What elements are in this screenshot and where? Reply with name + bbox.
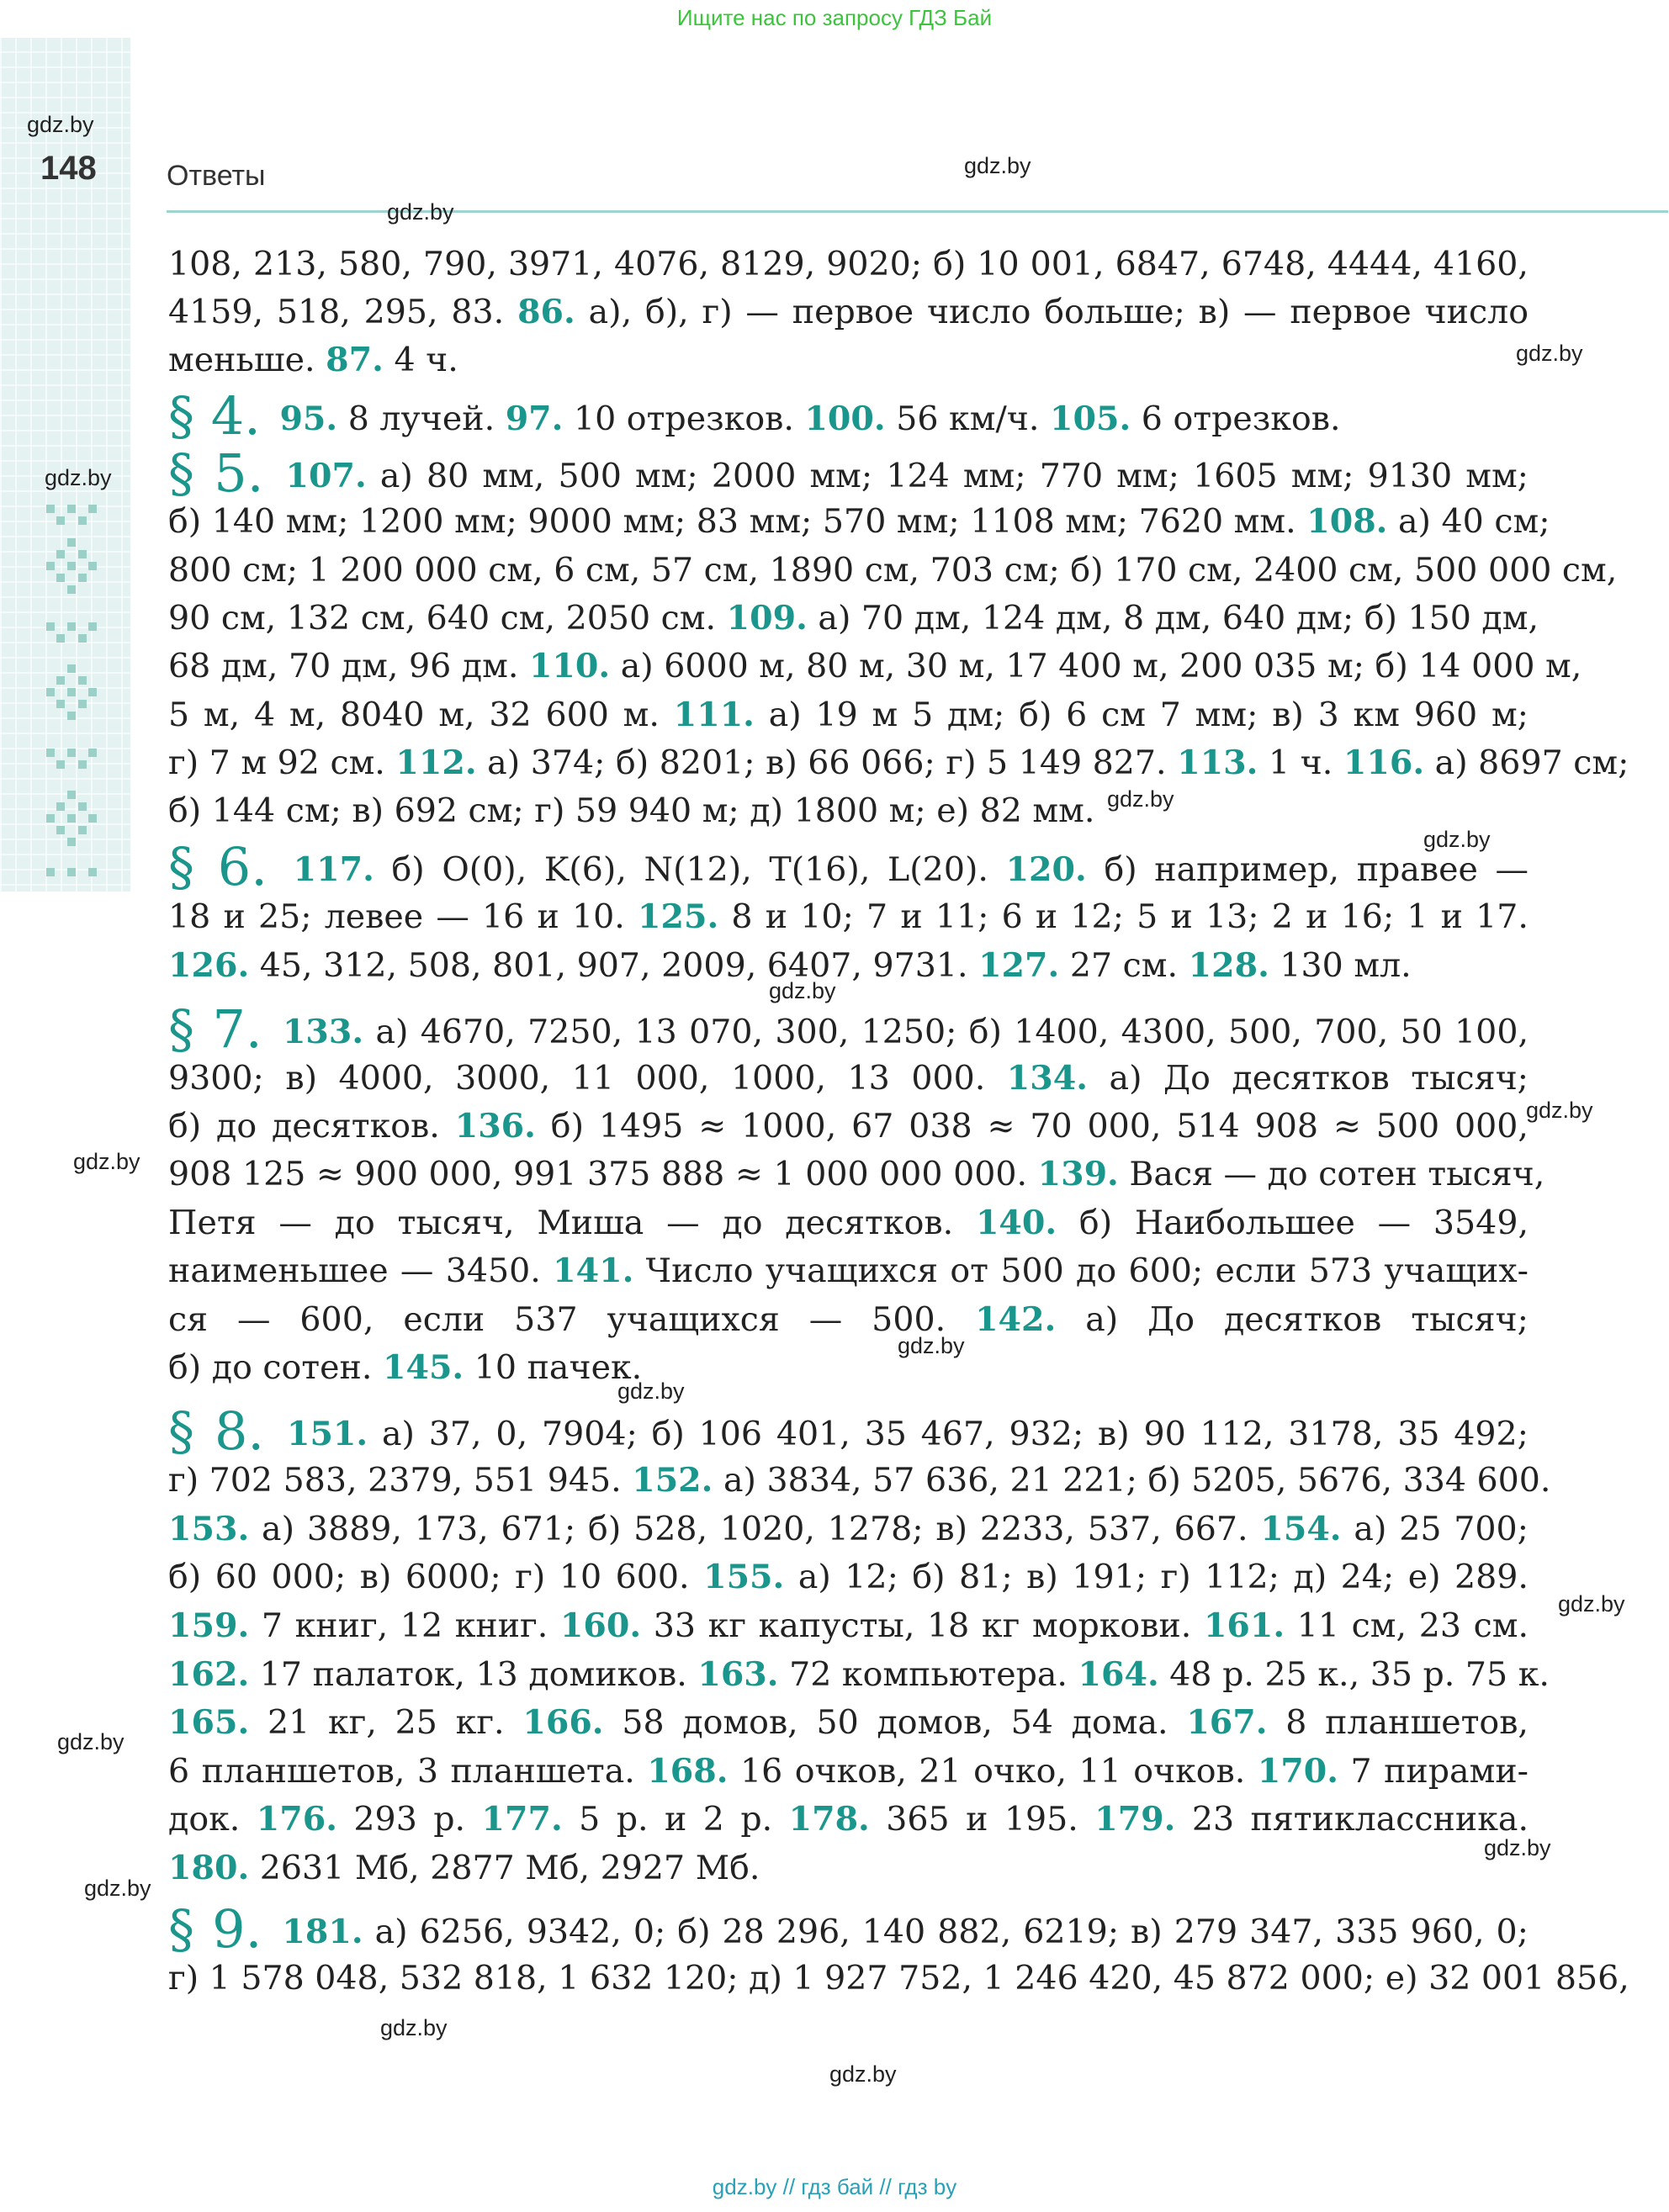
answer-text: а) 37, 0, 7904; б) 106 401, 35 467, 932; в) 90 112, 3178, 35 492;	[368, 1415, 1529, 1453]
exercise-number: 113.	[1177, 744, 1258, 782]
answer-text: 4159, 518, 295, 83.	[168, 293, 518, 331]
answer-text: 10 отрезков.	[563, 400, 805, 438]
answer-line	[168, 691, 1529, 738]
answer-line	[168, 1400, 1529, 1462]
answer-text: 1 ч.	[1258, 744, 1343, 782]
exercise-number: 95.	[279, 400, 338, 438]
answer-text: 90 см, 132 см, 640 см, 2050 см.	[168, 599, 727, 638]
exercise-number: 136.	[454, 1107, 536, 1146]
watermark: gdz.by	[769, 978, 836, 1003]
exercise-number: 161.	[1203, 1606, 1285, 1645]
answer-line	[168, 893, 1529, 940]
answer-text	[269, 400, 280, 438]
answer-line	[168, 241, 1529, 288]
answer-line	[168, 643, 1582, 690]
watermark: gdz.by	[57, 1729, 125, 1754]
answer-text: а) 6256, 9342, 0; б) 28 296, 140 882, 6219; в) 279 347, 335 960, 0;	[363, 1913, 1529, 1951]
answer-text: 21 кг, 25 кг.	[249, 1703, 523, 1742]
answer-line	[168, 547, 1618, 594]
exercise-number: 112.	[395, 744, 477, 782]
answer-text: 17 палаток, 13 домиков.	[249, 1655, 698, 1694]
exercise-number: 176.	[256, 1800, 337, 1839]
answer-line	[168, 942, 1529, 989]
answer-text: б) 144 см; в) 692 см; г) 59 940 м; д) 1800 м; е) 82 мм.	[168, 791, 1095, 830]
answer-line	[168, 1955, 1629, 2002]
ornament-pattern	[46, 505, 97, 887]
answer-text: 23 пятиклассника.	[1175, 1800, 1529, 1839]
answer-line	[168, 1055, 1529, 1102]
watermark: gdz.by	[1558, 1591, 1625, 1617]
answer-text: 10 пачек.	[464, 1348, 643, 1387]
answer-line	[168, 336, 1529, 384]
exercise-number: 165.	[168, 1703, 250, 1742]
answer-text: 72 компьютера.	[778, 1655, 1078, 1694]
answer-text: а) 80 мм, 500 мм; 2000 мм; 124 мм; 770 мм; 1605 мм; 9130 мм;	[366, 457, 1529, 495]
answer-text: а) 4670, 7250, 13 070, 300, 1250; б) 1400, 4300, 500, 700, 50 100,	[363, 1013, 1529, 1051]
exercise-number: 134.	[1006, 1059, 1089, 1098]
answer-line	[168, 1898, 1529, 1960]
answer-line	[168, 385, 1529, 447]
exercise-number: 168.	[647, 1752, 729, 1791]
answer-text: Вася — до сотен тысяч,	[1118, 1155, 1545, 1193]
answer-line	[168, 1844, 1529, 1892]
exercise-number: 120.	[1005, 850, 1087, 889]
answer-text: а), б), г) — первое число больше; в) — первое число	[575, 293, 1529, 331]
exercise-number: 167.	[1186, 1703, 1268, 1742]
answer-line	[168, 1602, 1529, 1649]
answer-line	[168, 288, 1529, 336]
answer-line	[168, 1151, 1545, 1198]
answer-line	[168, 498, 1550, 545]
answer-text: б) 140 мм; 1200 мм; 9000 мм; 83 мм; 570 мм; 1108 мм; 7620 мм.	[168, 502, 1307, 541]
exercise-number: 154.	[1260, 1510, 1342, 1548]
exercise-number: 170.	[1257, 1752, 1339, 1791]
answer-text	[273, 1415, 287, 1453]
exercise-number: 178.	[788, 1800, 870, 1839]
watermark: gdz.by	[964, 153, 1031, 178]
watermark: gdz.by	[617, 1379, 685, 1404]
answer-text: 7 пирами-	[1338, 1752, 1529, 1791]
watermark: gdz.by	[1484, 1835, 1551, 1860]
answer-text: 45, 312, 508, 801, 907, 2009, 6407, 9731.	[249, 946, 979, 985]
answer-text: а) 25 700;	[1341, 1510, 1529, 1548]
exercise-number: 108.	[1306, 502, 1388, 541]
answer-line	[168, 1457, 1551, 1504]
answer-text: а) 6000 м, 80 м, 30 м, 17 400 м, 200 035 м; б) 14 000 м,	[610, 647, 1582, 685]
exercise-number: 140.	[975, 1204, 1057, 1242]
answer-text: 2631 Мб, 2877 Мб, 2927 Мб.	[249, 1849, 760, 1887]
answer-line	[168, 595, 1539, 642]
answer-text: а) 3834, 57 636, 21 221; б) 5205, 5676, 334 600.	[713, 1461, 1551, 1500]
exercise-number: 128.	[1188, 946, 1269, 985]
exercise-number: 151.	[286, 1415, 368, 1453]
answer-text: г) 702 583, 2379, 551 945.	[168, 1461, 633, 1500]
answer-text: 293 р.	[337, 1800, 482, 1839]
answer-text: 9300; в) 4000, 3000, 11 000, 1000, 13 000.	[168, 1059, 1007, 1098]
answer-text: 4 ч.	[383, 341, 458, 379]
answer-line	[168, 1103, 1529, 1150]
answer-line	[168, 1247, 1529, 1294]
exercise-number: 163.	[697, 1655, 779, 1694]
answer-text: 18 и 25; левее — 16 и 10.	[168, 897, 638, 936]
answer-text	[276, 850, 294, 889]
answer-text: 8 лучей.	[337, 400, 506, 438]
answer-line	[168, 1296, 1529, 1343]
watermark: gdz.by	[84, 1876, 151, 1901]
section-heading: § 6.	[168, 836, 268, 897]
answer-text: 365 и 195.	[869, 1800, 1095, 1839]
watermark: gdz.by	[1107, 786, 1174, 812]
exercise-number: 179.	[1094, 1800, 1176, 1839]
answer-text: 33 кг капусты, 18 кг моркови.	[641, 1606, 1204, 1645]
exercise-number: 127.	[978, 946, 1060, 985]
exercise-number: 181.	[282, 1913, 363, 1951]
exercise-number: 152.	[632, 1461, 713, 1500]
section-heading: § 5.	[168, 442, 264, 504]
watermark: gdz.by	[1423, 827, 1491, 852]
exercise-number: 142.	[975, 1300, 1057, 1339]
answer-text: а) 19 м 5 дм; б) 6 см 7 мм; в) 3 км 960 м;	[754, 696, 1529, 734]
answer-text: 7 книг, 12 книг.	[249, 1606, 560, 1645]
watermark: gdz.by	[1516, 341, 1583, 366]
watermark: gdz.by	[829, 2061, 897, 2087]
answer-text: б) до десятков.	[168, 1107, 455, 1146]
answer-text: 8 и 10; 7 и 11; 6 и 12; 5 и 13; 2 и 16; 1 и 17.	[718, 897, 1529, 936]
answer-text: Петя — до тысяч, Миша — до десятков.	[168, 1204, 976, 1242]
exercise-number: 110.	[528, 647, 611, 685]
answer-text: а) 70 дм, 124 дм, 8 дм, 640 дм; б) 150 дм,	[807, 599, 1539, 638]
exercise-number: 166.	[522, 1703, 604, 1742]
answer-text: г) 7 м 92 см.	[168, 744, 396, 782]
answer-line	[168, 1199, 1529, 1246]
answer-text: Число учащихся от 500 до 600; если 573 учащих-	[633, 1252, 1529, 1290]
section-heading: § 8.	[168, 1400, 265, 1462]
exercise-number: 162.	[168, 1655, 250, 1694]
exercise-number: 100.	[804, 400, 886, 438]
top-banner: Ищите нас по запросу ГДЗ Бай	[676, 5, 993, 30]
exercise-number: 116.	[1343, 744, 1425, 782]
watermark: gdz.by	[387, 199, 454, 225]
answer-text: 56 км/ч.	[885, 400, 1050, 438]
exercise-number: 180.	[168, 1849, 250, 1887]
section-heading: § 4.	[168, 385, 261, 447]
section-heading: § 7.	[168, 998, 262, 1060]
answer-text: а) 40 см;	[1387, 502, 1550, 541]
watermark: gdz.by	[73, 1149, 140, 1174]
page-number: 148	[40, 150, 97, 187]
answer-line	[168, 998, 1529, 1060]
answer-text: 800 см; 1 200 000 см, 6 см, 57 см, 1890 см, 703 см; б) 170 см, 2400 см, 500 000 см,	[168, 551, 1618, 590]
exercise-number: 155.	[703, 1558, 785, 1596]
answer-text: б) до сотен.	[168, 1348, 383, 1387]
exercise-number: 111.	[673, 696, 755, 734]
exercise-number: 107.	[285, 457, 367, 495]
exercise-number: 97.	[505, 400, 564, 438]
answer-text: 6 отрезков.	[1131, 400, 1341, 438]
answer-text: ся — 600, если 537 учащихся — 500.	[168, 1300, 976, 1339]
exercise-number: 105.	[1050, 400, 1131, 438]
answer-text: 108, 213, 580, 790, 3971, 4076, 8129, 9020; б) 10 001, 6847, 6748, 4444, 4160,	[168, 245, 1529, 283]
exercise-number: 87.	[326, 341, 384, 379]
answer-text: док.	[168, 1800, 257, 1839]
answer-line	[168, 442, 1529, 504]
answer-text: а) 8697 см;	[1424, 744, 1629, 782]
answer-text: 48 р. 25 к., 35 р. 75 к.	[1158, 1655, 1550, 1694]
answer-text	[270, 1913, 282, 1951]
answer-text	[272, 457, 285, 495]
exercise-number: 109.	[726, 599, 808, 638]
exercise-number: 177.	[481, 1800, 563, 1839]
answer-text: г) 1 578 048, 532 818, 1 632 120; д) 1 927 752, 1 246 420, 45 872 000; е) 32 001 856,	[168, 1959, 1629, 1998]
answer-line	[168, 1748, 1529, 1795]
exercise-number: 86.	[517, 293, 575, 331]
answer-text: а) 374; б) 8201; в) 66 066; г) 5 149 827.	[476, 744, 1178, 782]
answer-text: 130 мл.	[1269, 946, 1412, 985]
answer-line	[168, 1651, 1550, 1698]
answer-text: 6 планшетов, 3 планшета.	[168, 1752, 648, 1791]
answer-line	[168, 1796, 1529, 1843]
answer-text: а) 12; б) 81; в) 191; г) 112; д) 24; е) 289.	[784, 1558, 1529, 1596]
answer-text	[271, 1013, 283, 1051]
watermark: gdz.by	[45, 465, 112, 490]
section-heading: § 9.	[168, 1898, 262, 1960]
exercise-number: 141.	[553, 1252, 634, 1290]
watermark: gdz.by	[1526, 1098, 1593, 1123]
answer-text: 908 125 ≈ 900 000, 991 375 888 ≈ 1 000 000 000.	[168, 1155, 1038, 1193]
exercise-number: 145.	[382, 1348, 464, 1387]
exercise-number: 153.	[168, 1510, 250, 1548]
answer-text: а) До десятков тысяч;	[1088, 1059, 1529, 1098]
answer-text: меньше.	[168, 341, 326, 379]
answer-text: 5 м, 4 м, 8040 м, 32 600 м.	[168, 696, 674, 734]
answer-text: б) 1495 ≈ 1000, 67 038 ≈ 70 000, 514 908 ≈ 500 000,	[535, 1107, 1529, 1146]
answer-line	[168, 1699, 1529, 1746]
answer-text: б) например, правее —	[1086, 850, 1529, 889]
answer-text: а) До десятков тысяч;	[1056, 1300, 1529, 1339]
exercise-number: 117.	[293, 850, 374, 889]
answer-text: 27 см.	[1059, 946, 1189, 985]
answer-text: 58 домов, 50 домов, 54 дома.	[603, 1703, 1187, 1742]
watermark: gdz.by	[898, 1333, 965, 1358]
exercise-number: 139.	[1037, 1155, 1119, 1193]
answer-line	[168, 1553, 1529, 1601]
watermark: gdz.by	[27, 112, 94, 137]
answer-text: б) 60 000; в) 6000; г) 10 600.	[168, 1558, 704, 1596]
watermark: gdz.by	[380, 2015, 448, 2040]
answer-line	[168, 1506, 1529, 1553]
exercise-number: 160.	[559, 1606, 642, 1645]
exercise-number: 125.	[638, 897, 719, 936]
answer-line	[168, 739, 1629, 786]
answer-line	[168, 1344, 1529, 1391]
answer-line	[168, 787, 1529, 834]
answer-text: 5 р. и 2 р.	[562, 1800, 789, 1839]
answer-text: 11 см, 23 см.	[1285, 1606, 1529, 1645]
answer-text: наименьшее — 3450.	[168, 1252, 554, 1290]
bottom-banner: gdz.by // гдз бай // гдз by	[712, 2174, 957, 2199]
exercise-number: 164.	[1078, 1655, 1159, 1694]
answer-text: а) 3889, 173, 671; б) 528, 1020, 1278; в) 2233, 537, 667.	[249, 1510, 1261, 1548]
answer-text: б) O(0), K(6), N(12), T(16), L(20).	[374, 850, 1006, 889]
exercise-number: 126.	[168, 946, 250, 985]
exercise-number: 159.	[168, 1606, 250, 1645]
answer-text: б) Наибольшее — 3549,	[1057, 1204, 1529, 1242]
exercise-number: 133.	[282, 1013, 364, 1051]
answer-text: 68 дм, 70 дм, 96 дм.	[168, 647, 529, 685]
page-header-title: Ответы	[167, 160, 266, 192]
answer-text: 8 планшетов,	[1267, 1703, 1529, 1742]
answer-text: 16 очков, 21 очко, 11 очков.	[728, 1752, 1258, 1791]
